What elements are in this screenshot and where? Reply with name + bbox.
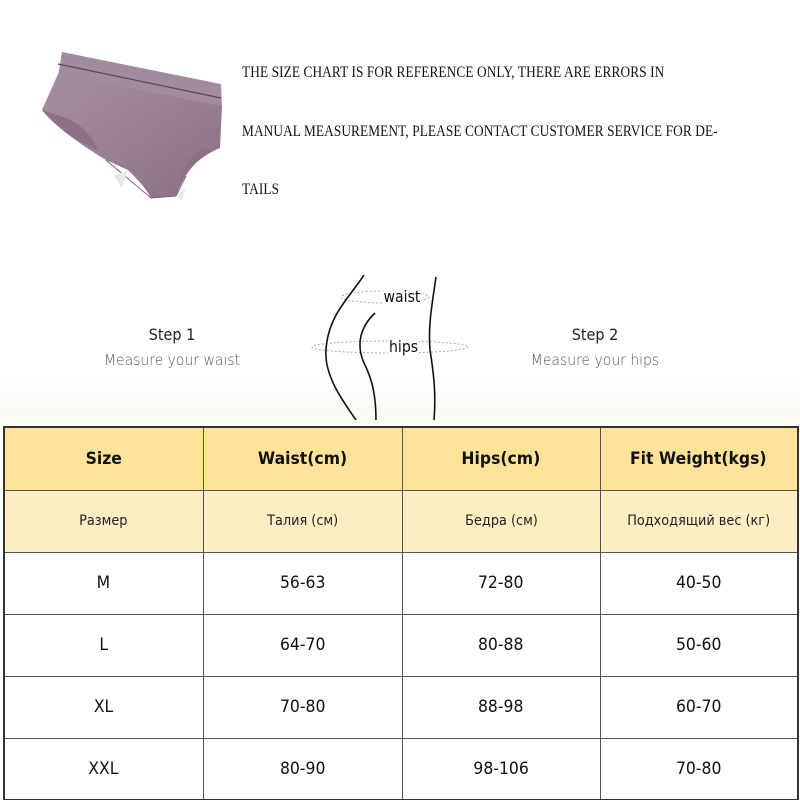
header-row-english bbox=[4, 427, 798, 490]
waist-cell: 56-63 bbox=[203, 552, 402, 614]
header-hips: Hips(cm) bbox=[402, 427, 600, 490]
hips-cell: 88-98 bbox=[402, 676, 600, 738]
step-title: Step 2 bbox=[571, 325, 619, 344]
disclaimer-line: TAILS bbox=[242, 181, 280, 198]
table-row bbox=[4, 552, 798, 614]
product-image bbox=[36, 48, 226, 200]
waist-cell: 80-90 bbox=[203, 738, 402, 800]
disclaimer-text bbox=[242, 60, 718, 236]
step-title: Step 1 bbox=[148, 325, 196, 344]
header-fit-weight-ru: Подходящий вес (кг) bbox=[600, 490, 798, 552]
briefs-illustration bbox=[36, 48, 226, 200]
body-measurement-diagram bbox=[300, 275, 470, 420]
weight-cell: 40-50 bbox=[600, 552, 798, 614]
weight-cell: 70-80 bbox=[600, 738, 798, 800]
step-description: Measure your hips bbox=[530, 351, 660, 369]
disclaimer-line: THE SIZE CHART IS FOR REFERENCE ONLY, THERE ARE ERRORS IN bbox=[242, 64, 665, 81]
step-2 bbox=[475, 325, 715, 369]
table-row bbox=[4, 738, 798, 800]
header-waist: Waist(cm) bbox=[203, 427, 402, 490]
weight-cell: 50-60 bbox=[600, 614, 798, 676]
header-size: Size bbox=[4, 427, 203, 490]
step-description: Measure your waist bbox=[103, 351, 241, 369]
header-fit-weight: Fit Weight(kgs) bbox=[600, 427, 798, 490]
size-chart-table bbox=[3, 426, 799, 800]
size-cell: L bbox=[4, 614, 203, 676]
table-row bbox=[4, 676, 798, 738]
disclaimer-line: MANUAL MEASUREMENT, PLEASE CONTACT CUSTOMER SERVICE FOR DE- bbox=[242, 122, 718, 140]
header-hips-ru: Бедра (см) bbox=[402, 490, 600, 552]
waist-cell: 70-80 bbox=[203, 676, 402, 738]
header-waist-ru: Талия (см) bbox=[203, 490, 402, 552]
size-cell: XXL bbox=[4, 738, 203, 800]
waist-cell: 64-70 bbox=[203, 614, 402, 676]
header-size-ru: Размер bbox=[4, 490, 203, 552]
header-row-russian bbox=[4, 490, 798, 552]
table-row bbox=[4, 614, 798, 676]
waist-label: waist bbox=[383, 287, 421, 306]
weight-cell: 60-70 bbox=[600, 676, 798, 738]
step-1 bbox=[52, 325, 292, 369]
hips-cell: 80-88 bbox=[402, 614, 600, 676]
hips-label: hips bbox=[388, 337, 419, 356]
hips-cell: 72-80 bbox=[402, 552, 600, 614]
hips-cell: 98-106 bbox=[402, 738, 600, 800]
size-cell: XL bbox=[4, 676, 203, 738]
size-cell: M bbox=[4, 552, 203, 614]
